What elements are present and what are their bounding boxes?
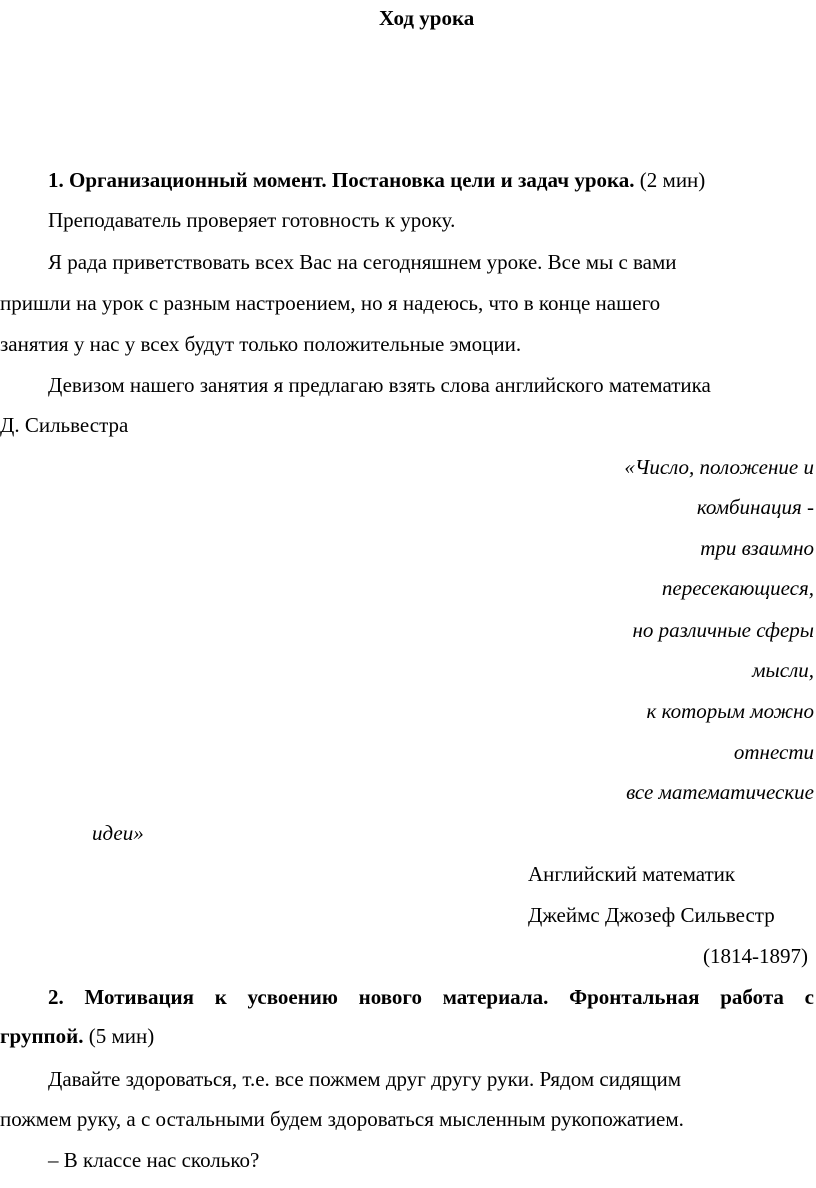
section-2-paragraph-2: – В классе нас сколько?	[48, 1148, 260, 1172]
quote-line-1: «Число, положение и	[624, 455, 814, 479]
quote-line-8: отнести	[733, 740, 814, 764]
quote-line-5: но различные сферы	[632, 618, 814, 642]
section-1-heading-line	[48, 167, 705, 193]
section-1-heading: 1. Организационный момент. Постановка цели и задач урока.	[48, 168, 635, 192]
quote-line-4: пересекающиеся,	[661, 576, 814, 600]
attribution-line-2: Джеймс Джозеф Сильвестр	[528, 903, 775, 927]
section-2-heading-word: Мотивация	[84, 985, 195, 1009]
section-1-paragraph-3-line-1: Девизом нашего занятия я предлагаю взять слова английского математика	[48, 373, 711, 397]
section-2-heading-end: группой.	[0, 1024, 84, 1048]
attribution-line-1: Английский математик	[528, 862, 736, 886]
section-1-paragraph-2-line-1: Я рада приветствовать всех Вас на сегодняшнем уроке. Все мы с вами	[48, 250, 677, 274]
section-2-heading-word: Фронтальная	[569, 985, 700, 1009]
section-2-heading-word: с	[804, 985, 814, 1009]
section-2-heading-line-1	[0, 984, 814, 1010]
section-2-heading-word: работа	[720, 985, 784, 1009]
section-1-paragraph-2-line-3: занятия у нас у всех будут только положительные эмоции.	[0, 332, 522, 356]
section-1-time: (2 мин)	[639, 168, 706, 192]
section-2-time: (5 мин)	[88, 1024, 155, 1048]
section-1-paragraph-3-line-2: Д. Сильвестра	[0, 413, 129, 437]
section-2-heading-word: усвоению	[247, 985, 338, 1009]
attribution-line-3: (1814-1897)	[703, 944, 808, 968]
page-title: Ход урока	[379, 6, 475, 30]
section-2-heading-line-2	[0, 1023, 154, 1049]
quote-line-7: к которым можно	[646, 699, 814, 723]
section-2-heading-word: материала.	[442, 985, 549, 1009]
quote-line-10: идеи»	[92, 821, 144, 845]
section-2-paragraph-1-line-2: пожмем руку, а с остальными будем здороваться мысленным рукопожатием.	[0, 1107, 684, 1131]
section-2-heading-word: нового	[358, 985, 422, 1009]
quote-line-2: комбинация -	[696, 495, 814, 519]
section-2-heading-word: к	[214, 985, 227, 1009]
section-2-paragraph-1-line-1: Давайте здороваться, т.е. все пожмем друг другу руки. Рядом сидящим	[48, 1067, 681, 1091]
section-1-paragraph-1: Преподаватель проверяет готовность к уроку.	[48, 208, 456, 232]
quote-line-3: три взаимно	[700, 536, 814, 560]
quote-line-6: мысли,	[752, 658, 814, 682]
section-2-heading-word: 2.	[48, 985, 64, 1009]
quote-line-9: все математические	[626, 780, 814, 804]
section-1-paragraph-2-line-2: пришли на урок с разным настроением, но я надеюсь, что в конце нашего	[0, 291, 661, 315]
